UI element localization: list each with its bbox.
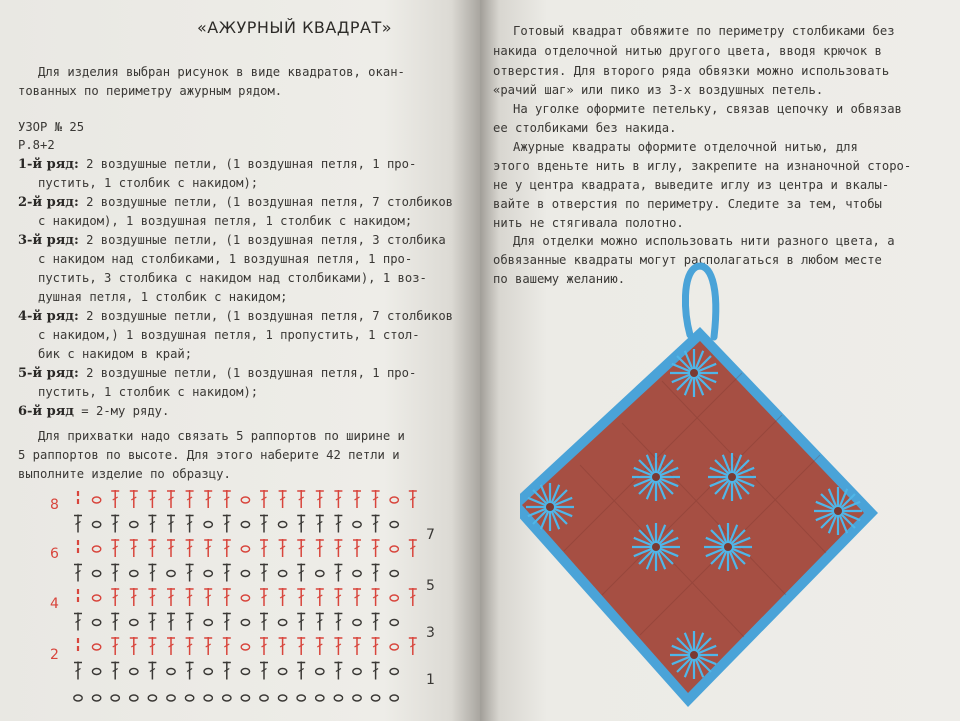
chain-stitch-mark [130,669,138,675]
row-instruction-2 [18,193,453,212]
chain-stitch-mark [241,497,249,503]
chain-stitch-mark [390,620,398,626]
row-label: 5-й ряд: [18,366,79,381]
double-crochet-mark [260,515,268,533]
svg-text:5: 5 [426,578,435,594]
chart-row-number-3 [426,625,435,641]
chain-stitch-mark [353,695,361,701]
double-crochet-mark [409,637,417,655]
chart-row-number-4 [50,596,59,612]
row-text: пустить, 1 столбик с накидом); [38,176,259,190]
row-text: 2 воздушные петли, (1 воздушная петля, 7 столбиков [78,309,453,323]
row-text: бик с накидом в край; [38,347,193,361]
double-crochet-mark [186,539,194,557]
chain-stitch-mark [92,571,100,577]
chain-stitch-mark [204,522,212,528]
chain-stitch-mark [278,571,286,577]
chain-stitch-mark [390,571,398,577]
row-instruction-5 [18,364,416,383]
star-motif [526,483,574,531]
body-line: накида отделочной нитью другого цвета, вводя крючок в [493,44,882,58]
chart-row-number-5 [426,578,435,594]
svg-text:4: 4 [50,596,59,612]
double-crochet-mark [74,662,82,680]
double-crochet-mark [186,515,194,533]
double-crochet-mark [130,637,138,655]
double-crochet-mark [260,637,268,655]
double-crochet-mark [74,564,82,582]
chain-stitch-mark [204,620,212,626]
chain-stitch-mark [241,695,249,701]
double-crochet-mark [130,490,138,508]
row-text: = 2-му ряду. [73,404,170,418]
body-line: ее столбиками без накида. [493,121,677,135]
row-label: 2-й ряд: [18,195,79,210]
body-line: вайте в отверстия по периметру. Следите за тем, чтобы [493,197,882,211]
row-text: с накидом), 1 воздушная петля, 1 столбик с накидом; [38,214,413,228]
chain-stitch-mark [353,669,361,675]
chain-stitch-mark [130,695,138,701]
chain-stitch-mark [316,669,324,675]
right-page [480,0,960,721]
chain-stitch-mark [334,695,342,701]
double-crochet-mark [260,662,268,680]
chain-stitch-mark [241,669,249,675]
double-crochet-mark [334,637,342,655]
body-line: Ажурные квадраты оформите отделочной нитью, для [513,140,858,154]
double-crochet-mark [334,539,342,557]
chain-stitch-mark [92,497,100,503]
double-crochet-mark [372,564,380,582]
chain-stitch-mark [130,522,138,528]
intro-line: Для изделия выбран рисунок в виде квадратов, окан- [38,65,405,79]
double-crochet-mark [316,515,324,533]
row-label: 3-й ряд: [18,233,79,248]
body-line: обвязанные квадраты могут располагаться в любом месте [493,253,882,267]
star-motif [708,453,756,501]
chain-stitch-mark [74,695,82,701]
double-crochet-mark [316,637,324,655]
chain-stitch-mark [204,669,212,675]
chain-stitch-mark [92,546,100,552]
double-crochet-mark [223,613,231,631]
body-line: по вашему желанию. [493,272,626,286]
star-motif [814,487,862,535]
double-crochet-mark [297,662,305,680]
chart-row-number-1 [426,672,435,688]
chain-stitch-mark [111,695,119,701]
double-crochet-mark [372,662,380,680]
body-line: этого вденьте нить в иглу, закрепите на изнаночной сторо- [493,159,912,173]
double-crochet-mark [223,515,231,533]
body-line: «рачий шаг» или пико из 3-х воздушных петель. [493,83,824,97]
row-text: пустить, 3 столбика с накидом над столбиками), 1 воз- [38,271,427,285]
double-crochet-mark [372,613,380,631]
chain-stitch-mark [92,669,100,675]
chain-stitch-mark [223,695,231,701]
double-crochet-mark [167,515,175,533]
double-crochet-mark [167,637,175,655]
star-motif [670,631,718,679]
double-crochet-mark [279,637,287,655]
double-crochet-mark [223,588,231,606]
row-text: душная петля, 1 столбик с накидом; [38,290,288,304]
double-crochet-mark [111,637,119,655]
chain-stitch-mark [241,546,249,552]
double-crochet-mark [186,588,194,606]
double-crochet-mark [74,613,82,631]
double-crochet-mark [297,613,305,631]
chain-stitch-mark [353,620,361,626]
double-crochet-mark [372,539,380,557]
body-line: На уголке оформите петельку, связав цепочку и обвязав [513,102,902,116]
svg-text:2: 2 [50,647,59,663]
double-crochet-mark [223,662,231,680]
crochet-chart [40,487,450,702]
double-crochet-mark [353,588,361,606]
chain-stitch-mark [390,497,398,503]
double-crochet-mark [148,588,156,606]
double-crochet-mark [204,490,212,508]
double-crochet-mark [111,490,119,508]
row-instruction-6 [18,402,169,421]
double-crochet-mark [409,539,417,557]
double-crochet-mark [334,490,342,508]
page-title: «АЖУРНЫЙ КВАДРАТ» [197,18,393,37]
double-crochet-mark [316,613,324,631]
rapport: Р.8+2 [18,138,55,152]
double-crochet-mark [372,515,380,533]
double-crochet-mark [111,515,119,533]
chain-stitch-mark [92,595,100,601]
chain-stitch-mark [241,595,249,601]
body-line: не у центра квадрата, выведите иглу из центра и вкалы- [493,178,890,192]
double-crochet-mark [167,613,175,631]
chain-stitch-mark [167,669,175,675]
chain-stitch-mark [204,695,212,701]
svg-text:1: 1 [426,672,435,688]
chain-stitch-mark [92,620,100,626]
body-line: отверстия. Для второго ряда обвязки можно использовать [493,64,890,78]
chain-stitch-mark [316,695,324,701]
row-text: пустить, 1 столбик с накидом); [38,385,259,399]
chain-stitch-mark [241,522,249,528]
double-crochet-mark [353,637,361,655]
row-text: 2 воздушные петли, (1 воздушная петля, 7 столбиков [78,195,453,209]
chain-stitch-mark [353,571,361,577]
chart-row-number-6 [50,546,59,562]
double-crochet-mark [204,539,212,557]
double-crochet-mark [130,588,138,606]
double-crochet-mark [111,539,119,557]
double-crochet-mark [167,490,175,508]
double-crochet-mark [111,588,119,606]
chain-stitch-mark [390,695,398,701]
double-crochet-mark [334,515,342,533]
chart-row-number-8 [50,497,59,513]
chain-stitch-mark [390,595,398,601]
chain-stitch-mark [278,695,286,701]
chain-stitch-mark [278,620,286,626]
double-crochet-mark [316,539,324,557]
chain-stitch-mark [167,695,175,701]
final-line: 5 раппортов по высоте. Для этого наберите 42 петли и [18,448,400,462]
row-text: 2 воздушные петли, (1 воздушная петля, 1 про- [78,366,417,380]
row-label: 1-й ряд: [18,157,79,172]
body-line: Готовый квадрат обвяжите по периметру столбиками без [513,24,895,38]
double-crochet-mark [111,613,119,631]
star-motif [632,453,680,501]
double-crochet-mark [148,515,156,533]
double-crochet-mark [167,539,175,557]
double-crochet-mark [130,539,138,557]
chain-stitch-mark [92,644,100,650]
row-text: с накидом,) 1 воздушная петля, 1 пропустить, 1 стол- [38,328,420,342]
star-motif [704,523,752,571]
intro-line: тованных по периметру ажурным рядом. [18,84,283,98]
final-line: Для прихватки надо связать 5 раппортов по ширине и [38,429,405,443]
chain-stitch-mark [316,571,324,577]
pattern-name: УЗОР № 25 [18,120,85,134]
row-text: 2 воздушные петли, (1 воздушная петля, 1 про- [78,157,417,171]
chain-stitch-mark [371,695,379,701]
body-line: Для отделки можно использовать нити разного цвета, а [513,234,895,248]
double-crochet-mark [353,490,361,508]
chain-stitch-mark [148,695,156,701]
double-crochet-mark [223,539,231,557]
chain-stitch-mark [241,571,249,577]
svg-text:6: 6 [50,546,59,562]
double-crochet-mark [297,490,305,508]
double-crochet-mark [260,613,268,631]
double-crochet-mark [148,613,156,631]
double-crochet-mark [223,490,231,508]
svg-text:7: 7 [426,527,435,543]
double-crochet-mark [409,490,417,508]
double-crochet-mark [409,588,417,606]
chain-stitch-mark [390,546,398,552]
chain-stitch-mark [167,571,175,577]
double-crochet-mark [148,539,156,557]
double-crochet-mark [334,662,342,680]
double-crochet-mark [186,490,194,508]
double-crochet-mark [316,588,324,606]
double-crochet-mark [186,564,194,582]
chart-row-number-2 [50,647,59,663]
double-crochet-mark [372,637,380,655]
chain-stitch-mark [390,522,398,528]
double-crochet-mark [334,564,342,582]
double-crochet-mark [372,490,380,508]
double-crochet-mark [111,564,119,582]
chain-stitch-mark [92,522,100,528]
double-crochet-mark [353,539,361,557]
chain-stitch-mark [353,522,361,528]
row-instruction-1 [18,155,416,174]
double-crochet-mark [148,490,156,508]
chain-stitch-mark [278,669,286,675]
double-crochet-mark [334,588,342,606]
stitch-layer [74,490,417,701]
hanging-loop [685,266,715,337]
double-crochet-mark [260,564,268,582]
double-crochet-mark [297,515,305,533]
chain-stitch-mark [130,571,138,577]
double-crochet-mark [223,637,231,655]
chain-stitch-mark [241,620,249,626]
star-motif [632,523,680,571]
chain-stitch-mark [185,695,193,701]
double-crochet-mark [186,613,194,631]
chain-stitch-mark [278,522,286,528]
chain-stitch-mark [390,644,398,650]
row-text: с накидом над столбиками, 1 воздушная петля, 1 про- [38,252,413,266]
row-instruction-4 [18,307,453,326]
double-crochet-mark [260,539,268,557]
double-crochet-mark [279,490,287,508]
double-crochet-mark [186,662,194,680]
star-motif [670,349,718,397]
double-crochet-mark [223,564,231,582]
double-crochet-mark [167,588,175,606]
row-label: 6-й ряд [18,404,74,419]
double-crochet-mark [148,662,156,680]
double-crochet-mark [372,588,380,606]
chain-stitch-mark [390,669,398,675]
chain-stitch-mark [241,644,249,650]
double-crochet-mark [297,564,305,582]
double-crochet-mark [111,662,119,680]
potholder-photo [520,255,910,717]
double-crochet-mark [279,539,287,557]
double-crochet-mark [204,637,212,655]
double-crochet-mark [334,613,342,631]
double-crochet-mark [204,588,212,606]
double-crochet-mark [148,637,156,655]
svg-text:8: 8 [50,497,59,513]
row-text: 2 воздушные петли, (1 воздушная петля, 3 столбика [78,233,446,247]
double-crochet-mark [186,637,194,655]
body-line: нить не стягивала полотно. [493,216,684,230]
double-crochet-mark [74,515,82,533]
double-crochet-mark [148,564,156,582]
svg-text:3: 3 [426,625,435,641]
chart-row-number-7 [426,527,435,543]
chain-stitch-mark [92,695,100,701]
double-crochet-mark [297,637,305,655]
double-crochet-mark [279,588,287,606]
chain-stitch-mark [297,695,305,701]
double-crochet-mark [297,539,305,557]
chain-stitch-mark [204,571,212,577]
row-label: 4-й ряд: [18,309,79,324]
chain-stitch-mark [130,620,138,626]
final-line: выполните изделие по образцу. [18,467,231,481]
chain-stitch-mark [260,695,268,701]
double-crochet-mark [260,490,268,508]
double-crochet-mark [260,588,268,606]
double-crochet-mark [316,490,324,508]
double-crochet-mark [297,588,305,606]
row-instruction-3 [18,231,446,250]
